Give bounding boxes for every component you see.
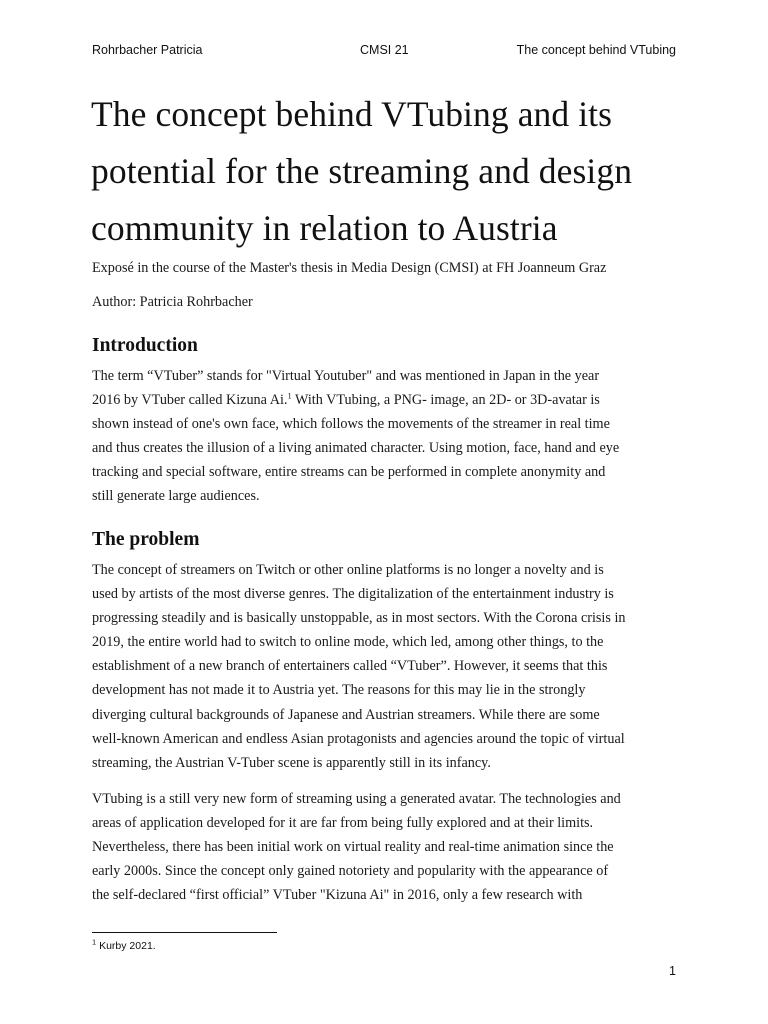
introduction-paragraph (92, 364, 680, 509)
problem-line: The concept of streamers on Twitch or other online platforms is no longer a novelty and is (92, 562, 604, 578)
problem-line: areas of application developed for it are far from being fully explored and at their limits. (92, 815, 594, 832)
problem-paragraph-2 (92, 787, 680, 907)
problem-paragraph-1 (92, 558, 680, 775)
intro-line-with-footnote (92, 388, 680, 412)
section-heading-introduction: Introduction (92, 335, 198, 356)
footnote (92, 938, 156, 954)
problem-line: used by artists of the most diverse genres. The digitalization of the entertainment industry is (92, 586, 614, 603)
document-title (91, 86, 691, 257)
title-line-1: The concept behind VTubing and its (91, 94, 613, 134)
intro-line: shown instead of one's own face, which follows the movements of the streamer in real time (92, 416, 610, 433)
problem-line: progressing steadily and is basically unstoppable, as in most sectors. With the Corona crisis in (92, 610, 626, 627)
problem-line: VTubing is a still very new form of streaming using a generated avatar. The technologies and (92, 791, 621, 807)
problem-line: streaming, the Austrian V-Tuber scene is apparently still in its infancy. (92, 754, 491, 771)
problem-line: diverging cultural backgrounds of Japanese and Austrian streamers. While there are some (92, 706, 600, 723)
problem-line: the self-declared “first official” VTuber "Kizuna Ai" in 2016, only a few research with (92, 887, 583, 904)
problem-line: establishment of a new branch of entertainers called “VTuber”. However, it seems that this (92, 658, 608, 675)
header-short-title: The concept behind VTubing (516, 43, 676, 57)
problem-line: Nevertheless, there has been initial work on virtual reality and real-time animation since the (92, 839, 614, 856)
title-line-2: potential for the streaming and design (91, 151, 633, 191)
intro-line: The term “VTuber” stands for "Virtual Youtuber" and was mentioned in Japan in the year (92, 368, 600, 384)
intro-line: and thus creates the illusion of a living animated character. Using motion, face, hand and eye (92, 440, 620, 457)
page-header (92, 43, 676, 61)
problem-line: well-known American and endless Asian protagonists and agencies around the topic of virtual (92, 730, 625, 747)
author-line: Author: Patricia Rohrbacher (92, 294, 253, 310)
intro-line-part: 2016 by VTuber called Kizuna Ai. (92, 392, 288, 409)
header-course: CMSI 21 (360, 43, 409, 57)
section-heading-problem: The problem (92, 529, 200, 550)
footnote-text: Kurby 2021. (96, 940, 156, 952)
intro-line: tracking and special software, entire streams can be performed in complete anonymity and (92, 464, 606, 481)
document-subtitle: Exposé in the course of the Master's thesis in Media Design (CMSI) at FH Joanneum Graz (92, 260, 607, 276)
problem-line: development has not made it to Austria yet. The reasons for this may lie in the strongly (92, 682, 586, 699)
problem-line: early 2000s. Since the concept only gained notoriety and popularity with the appearance of (92, 863, 609, 880)
title-line-3: community in relation to Austria (91, 208, 558, 248)
footnote-reference[interactable]: 1 (287, 390, 292, 401)
problem-line: 2019, the entire world had to switch to online mode, which led, among other things, to the (92, 634, 604, 651)
intro-line: still generate large audiences. (92, 488, 260, 505)
intro-line-part: With VTubing, a PNG- image, an 2D- or 3D-avatar is (291, 392, 600, 409)
page-number: 1 (669, 964, 676, 978)
header-author: Rohrbacher Patricia (92, 43, 203, 57)
footnote-marker: 1 (92, 937, 97, 947)
footnote-divider (92, 932, 277, 933)
